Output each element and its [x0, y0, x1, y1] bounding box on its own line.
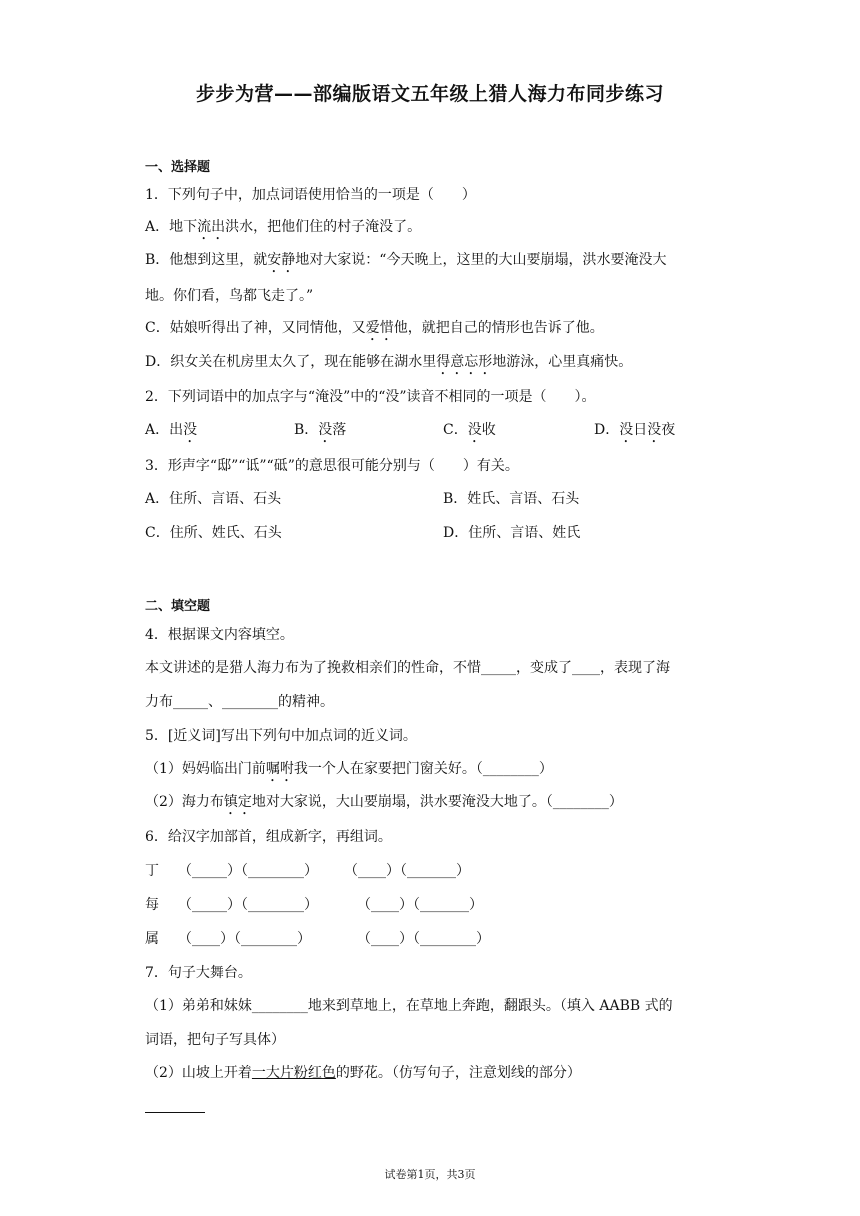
question-1-option-b: B．他想到这里，就安静地对大家说：“今天晚上，这里的大山要崩塌，洪水要淹没大	[145, 252, 667, 268]
question-1-option-a: A．地下流出洪水，把他们住的村子淹没了。	[145, 219, 422, 235]
question-2-stem: 2．下列词语中的加点字与“淹没”中的“没”读音不相同的一项是（ ）。	[145, 389, 596, 405]
question-2-option-a: A．出没	[145, 422, 198, 438]
question-3-option-c: C．住所、姓氏、石头	[145, 525, 282, 541]
question-6-blank-group-a: （_____）（________）	[178, 897, 318, 913]
question-5-sentence-1: （1）妈妈临出门前嘱咐我一个人在家要把门窗关好。（________）	[145, 761, 553, 777]
question-6-blank-group-b: （____）（_______）	[344, 863, 470, 879]
question-2-option-c: C．没收	[443, 422, 496, 438]
question-1-option-b-continued: 地。你们看，鸟都飞走了。”	[145, 288, 314, 304]
question-6-blank-group-b: （____）（_______）	[357, 897, 483, 913]
page-footer: 试卷第1页，共3页	[384, 1168, 476, 1181]
question-6-blank-group-a: （____）（________）	[178, 931, 311, 947]
question-6-blank-group-b: （____）（________）	[357, 931, 490, 947]
question-4-line-2: 力布_____、________的精神。	[145, 694, 334, 710]
question-1-stem: 1．下列句子中，加点词语使用恰当的一项是（ ）	[145, 187, 476, 203]
question-3-option-a: A．住所、言语、石头	[145, 491, 282, 507]
question-7-stem: 7．句子大舞台。	[145, 965, 252, 981]
question-3-stem: 3．形声字“邸”“诋”“砥”的意思很可能分别与（ ）有关。	[145, 458, 519, 474]
answer-line	[145, 1112, 205, 1113]
question-1-option-c: C．姑娘听得出了神，又同情他，又爱惜他，就把自己的情形也告诉了他。	[145, 320, 604, 336]
question-6-char: 丁	[145, 863, 159, 879]
underlined-phrase: 一大片粉红色	[251, 1065, 336, 1081]
page-title: 步步为营——部编版语文五年级上猎人海力布同步练习	[195, 83, 664, 105]
question-4-line-1: 本文讲述的是猎人海力布为了挽救相亲们的性命，不惜_____，变成了____，表现了海	[145, 660, 670, 676]
question-7-sentence-1: （1）弟弟和妹妹________地来到草地上，在草地上奔跑，翻跟头。（填入 AABB 式的	[145, 998, 673, 1014]
question-6-blank-group-a: （_____）（________）	[178, 863, 318, 879]
question-2-option-d: D．没日没夜	[594, 422, 676, 438]
section-heading-fill: 二、填空题	[145, 599, 211, 614]
question-3-option-d: D．住所、言语、姓氏	[443, 525, 581, 541]
question-6-stem: 6．给汉字加部首，组成新字，再组词。	[145, 829, 392, 845]
question-5-sentence-2: （2）海力布镇定地对大家说，大山要崩塌，洪水要淹没大地了。（________）	[145, 794, 623, 810]
question-6-char: 每	[145, 897, 159, 913]
question-3-option-b: B．姓氏、言语、石头	[443, 491, 580, 507]
question-6-char: 属	[145, 931, 159, 947]
question-1-option-d: D．织女关在机房里太久了，现在能够在湖水里得意忘形地游泳，心里真痛快。	[145, 354, 633, 370]
question-7-sentence-2: （2）山坡上开着一大片粉红色的野花。（仿写句子，注意划线的部分）	[145, 1065, 581, 1081]
question-5-stem: 5．[近义词]写出下列句中加点词的近义词。	[145, 728, 417, 744]
question-7-sentence-1-continued: 词语，把句子写具体）	[145, 1032, 285, 1048]
section-heading-choice: 一、选择题	[145, 160, 211, 175]
question-4-stem: 4．根据课文内容填空。	[145, 627, 294, 643]
question-2-option-b: B．没落	[294, 422, 347, 438]
